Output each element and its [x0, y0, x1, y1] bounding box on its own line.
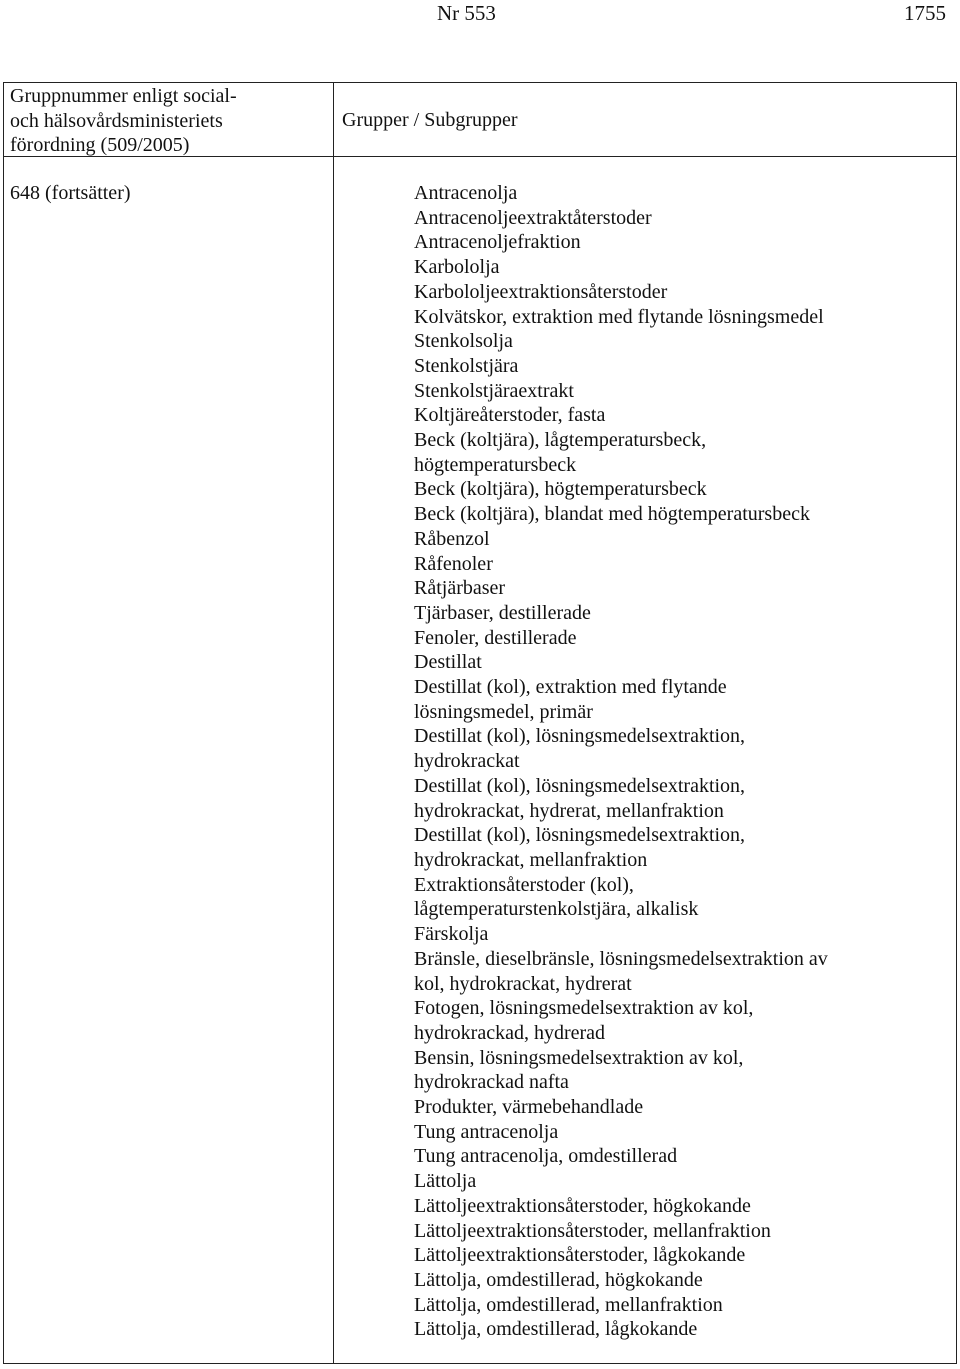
column-header-groups: Grupper / Subgrupper: [342, 109, 518, 131]
substance-line: hydrokrackat, mellanfraktion: [414, 848, 648, 871]
substance-line: Tung antracenolja, omdestillerad: [414, 1145, 678, 1168]
substance-line: Lättolja, omdestillerad, lågkokande: [414, 1318, 698, 1341]
substance-line: hydrokrackad, hydrerad: [414, 1021, 606, 1044]
substance-line: Lättolja, omdestillerad, mellanfraktion: [414, 1293, 723, 1316]
substance-line: Karbololja: [414, 256, 500, 279]
issue-number: Nr 553: [437, 1, 496, 25]
group-number-cell: 648 (fortsätter): [10, 182, 131, 204]
substance-line: Råbenzol: [414, 527, 490, 550]
substance-line: Produkter, värmebehandlade: [414, 1096, 644, 1119]
substance-line: Destillat (kol), lösningsmedelsextraktion,: [414, 725, 746, 748]
substance-line: Färskolja: [414, 923, 489, 946]
substance-line: Lättolja, omdestillerad, högkokande: [414, 1268, 703, 1291]
substance-line: Bensin, lösningsmedelsextraktion av kol,: [414, 1046, 744, 1069]
column-header-line: och hälsovårdsministeriets: [10, 109, 223, 132]
page-number: 1755: [904, 1, 946, 25]
substance-line: Karbololjeextraktionsåterstoder: [414, 280, 668, 303]
substance-line: Beck (koltjära), högtemperatursbeck: [414, 478, 707, 501]
substance-line: Beck (koltjära), lågtemperatursbeck,: [414, 429, 707, 452]
substance-line: Kolvätskor, extraktion med flytande lösningsmedel: [414, 305, 824, 328]
substance-line: Tung antracenolja: [414, 1120, 559, 1143]
substance-line: Stenkolstjära: [414, 354, 519, 377]
substance-line: Lättolja: [414, 1170, 477, 1193]
substance-line: Destillat: [414, 651, 482, 674]
substance-list: [414, 181, 944, 1342]
substance-line: Destillat (kol), extraktion med flytande: [414, 676, 727, 699]
page-header: [0, 0, 960, 26]
substance-line: Fenoler, destillerade: [414, 626, 577, 649]
substance-line: Lättoljeextraktionsåterstoder, mellanfraktion: [414, 1219, 771, 1242]
substance-line: Stenkolstjäraextrakt: [414, 379, 574, 402]
substance-line: Fotogen, lösningsmedelsextraktion av kol,: [414, 997, 754, 1020]
substance-line: Bränsle, dieselbränsle, lösningsmedelsextraktion av: [414, 947, 828, 970]
substance-line: Destillat (kol), lösningsmedelsextraktion,: [414, 774, 746, 797]
substance-line: hydrokrackat: [414, 750, 520, 773]
substance-line: Råtjärbaser: [414, 577, 506, 600]
substance-line: hydrokrackat, hydrerat, mellanfraktion: [414, 799, 724, 822]
column-header-line: förordning (509/2005): [10, 134, 190, 157]
substance-line: Stenkolsolja: [414, 330, 513, 353]
column-header-group-number: [10, 84, 320, 158]
substance-line: Råfenoler: [414, 552, 493, 575]
substance-line: Beck (koltjära), blandat med högtemperatursbeck: [414, 503, 810, 526]
substance-line: Antracenoljeextraktåterstoder: [414, 206, 652, 229]
substance-line: Tjärbaser, destillerade: [414, 601, 591, 624]
column-header-line: Gruppnummer enligt social-: [10, 85, 237, 107]
substance-line: högtemperatursbeck: [414, 453, 577, 476]
substance-line: Lättoljeextraktionsåterstoder, lågkokande: [414, 1244, 746, 1267]
substance-line: Destillat (kol), lösningsmedelsextraktion,: [414, 824, 746, 847]
substance-line: lågtemperaturstenkolstjära, alkalisk: [414, 898, 699, 921]
substance-line: Koltjäreåterstoder, fasta: [414, 404, 606, 427]
substance-line: lösningsmedel, primär: [414, 700, 593, 723]
substance-line: Antracenoljefraktion: [414, 231, 581, 254]
substance-line: Antracenolja: [414, 182, 518, 204]
column-divider: [333, 83, 334, 1363]
substance-line: Lättoljeextraktionsåterstoder, högkokande: [414, 1194, 751, 1217]
group-table: [3, 82, 957, 1364]
substance-line: hydrokrackad nafta: [414, 1071, 569, 1094]
substance-line: kol, hydrokrackat, hydrerat: [414, 972, 632, 995]
substance-line: Extraktionsåterstoder (kol),: [414, 873, 634, 896]
